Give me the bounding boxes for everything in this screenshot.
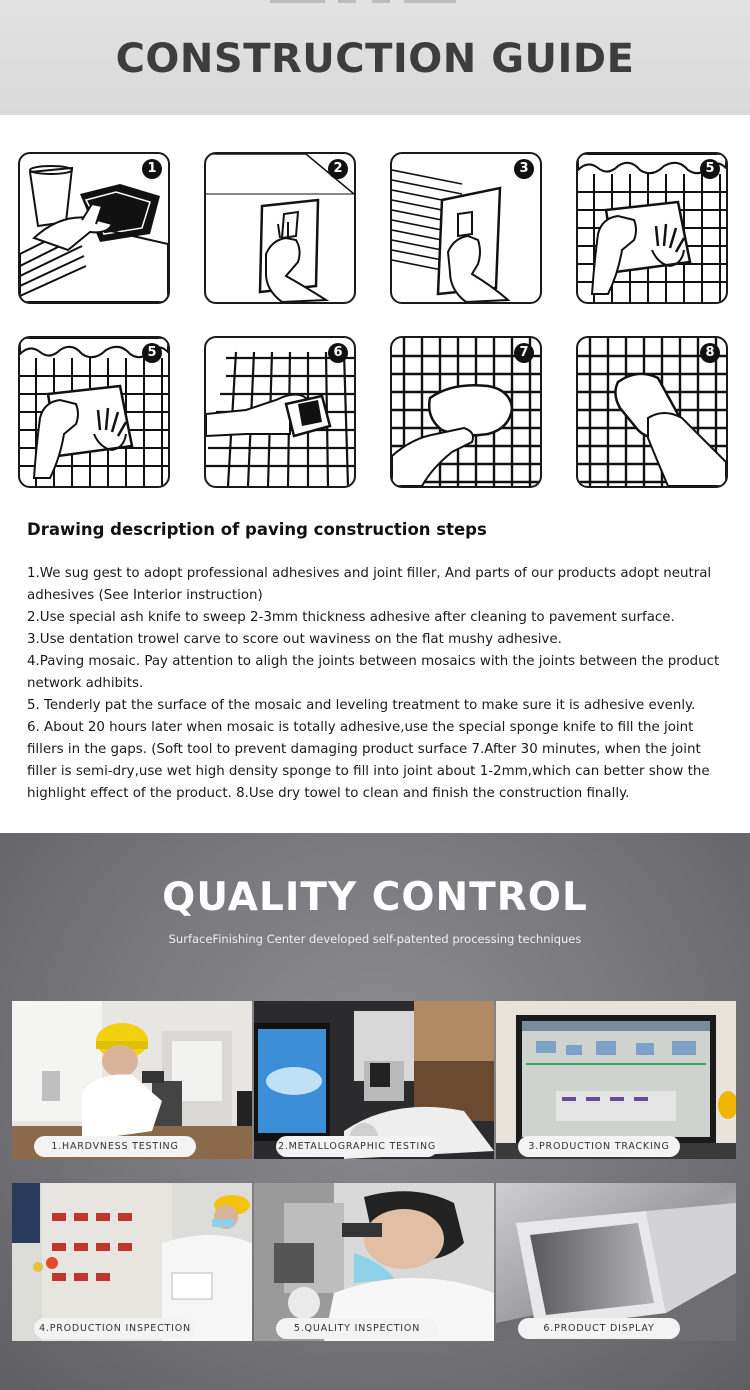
step-card-1	[18, 152, 170, 304]
photo-card-3	[496, 1001, 736, 1159]
quality-control-section	[0, 833, 750, 1390]
construction-description	[27, 563, 727, 805]
photo-card-1	[12, 1001, 252, 1159]
photo-caption-1: 1.HARDVNESS TESTING	[34, 1136, 196, 1157]
step-card-8	[576, 336, 728, 488]
description-paragraph: 5. Tenderly pat the surface of the mosaic and leveling treatment to make sure it is adhesive evenly.	[27, 698, 696, 713]
header-decoration	[372, 0, 390, 3]
photo-card-5	[254, 1183, 494, 1341]
step-number-8: 8	[700, 343, 720, 363]
photo-card-2	[254, 1001, 494, 1159]
photo-card-6	[496, 1183, 736, 1341]
step-number-7: 7	[514, 343, 534, 363]
step-number-2: 2	[328, 159, 348, 179]
step-number-3: 3	[514, 159, 534, 179]
construction-steps-grid	[18, 152, 730, 488]
step-card-5	[18, 336, 170, 488]
quality-title: QUALITY CONTROL	[162, 875, 588, 920]
step-number-1: 1	[142, 159, 162, 179]
description-paragraph: 2.Use special ash knife to sweep 2-3mm thickness adhesive after cleaning to pavement surface.	[27, 610, 675, 625]
description-paragraph: 6. About 20 hours later when mosaic is totally adhesive,use the special sponge knife to fill the joint fillers in the gaps. (Soft tool to prevent damaging product surface 7.After 30 minutes, when the joint filler is semi-dry,use wet high density sponge to fill into joint about 1-2mm,which can better show the highlight effect of the product. 8.Use dry towel to clean and finish the construction finally.	[27, 720, 710, 801]
construction-header	[0, 0, 750, 115]
photo-caption-4: 4.PRODUCTION INSPECTION	[34, 1318, 196, 1339]
step-number-4: 5	[700, 159, 720, 179]
step-card-2	[204, 152, 356, 304]
quality-subtitle: SurfaceFinishing Center developed self-patented processing techniques	[168, 932, 582, 946]
step-card-6	[204, 336, 356, 488]
step-card-4	[576, 152, 728, 304]
description-title: Drawing description of paving construction steps	[27, 520, 487, 539]
photo-card-4	[12, 1183, 252, 1341]
description-paragraph: 1.We sug gest to adopt professional adhesives and joint filler, And parts of our products adopt neutral adhesives (See Interior instruction)	[27, 566, 712, 603]
step-card-7	[390, 336, 542, 488]
photo-caption-2: 2.METALLOGRAPHIC TESTING	[276, 1136, 438, 1157]
description-paragraph: 4.Paving mosaic. Pay attention to aligh the joints between mosaics with the joints between the product network adhibits.	[27, 654, 720, 691]
construction-title: CONSTRUCTION GUIDE	[115, 36, 635, 82]
photo-caption-6: 6.PRODUCT DISPLAY	[518, 1318, 680, 1339]
photo-caption-5: 5.QUALITY INSPECTION	[276, 1318, 438, 1339]
step-card-3	[390, 152, 542, 304]
step-number-6: 6	[328, 343, 348, 363]
header-decoration	[338, 0, 356, 3]
header-decoration	[270, 0, 325, 3]
header-decoration	[404, 0, 456, 3]
description-paragraph: 3.Use dentation trowel carve to score out waviness on the flat mushy adhesive.	[27, 632, 562, 647]
step-number-5: 5	[142, 343, 162, 363]
photo-caption-3: 3.PRODUCTION TRACKING	[518, 1136, 680, 1157]
